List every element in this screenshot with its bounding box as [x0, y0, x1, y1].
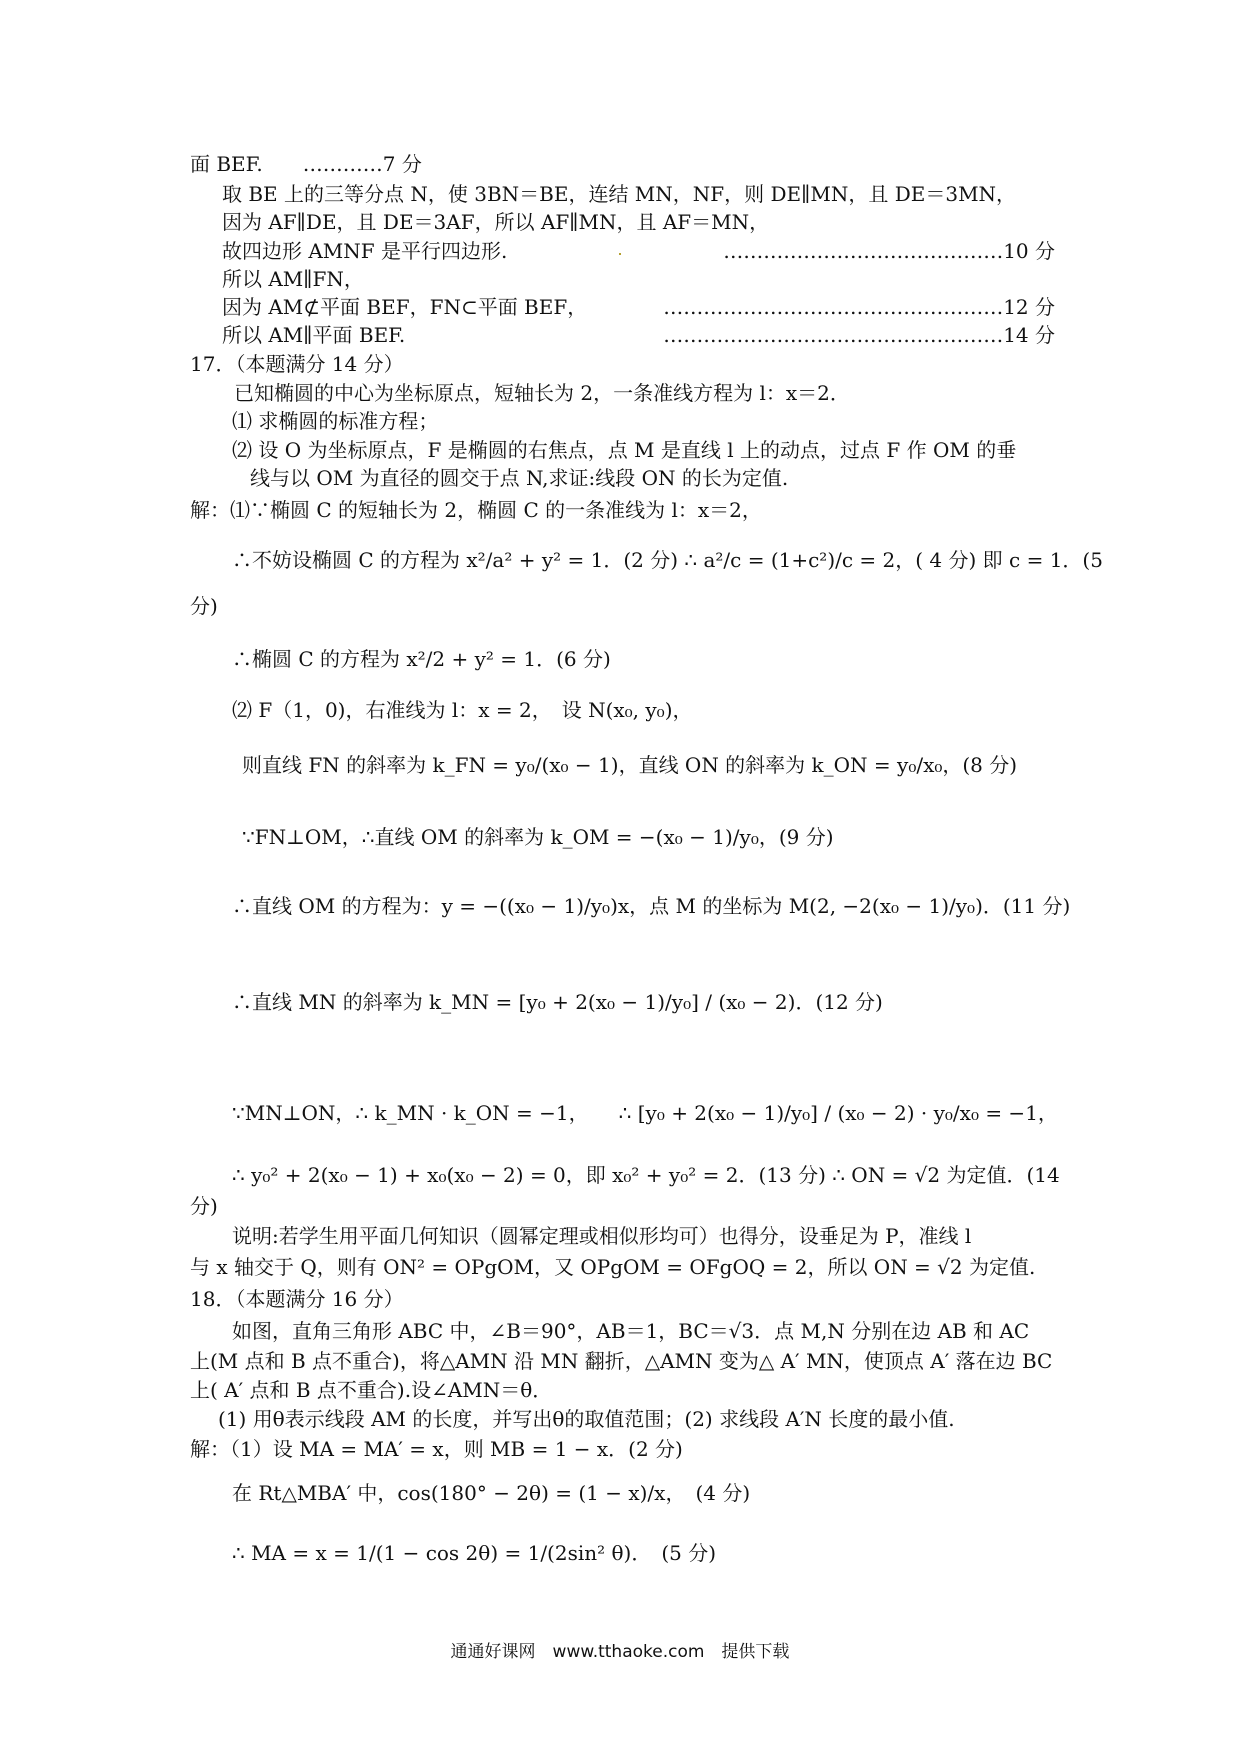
- note-line: 说明:若学生用平面几何知识（圆幂定理或相似形均可）也得分，设垂足为 P，准线 l: [232, 1224, 972, 1248]
- formula-line: ∴直线 OM 的方程为：y = −((x₀ − 1)/y₀)x，点 M 的坐标为 M(2, −2(x₀ − 1)/y₀)．(11 分): [232, 894, 1071, 918]
- text-line: ⑴ 求椭圆的标准方程；: [232, 409, 439, 433]
- formula-line: ∴ MA = x = 1/(1 − cos 2θ) = 1/(2sin² θ)． (5 分): [232, 1541, 717, 1565]
- text-line: 所以 AM∥平面 BEF.: [222, 323, 406, 347]
- text-line: ⑵ 设 O 为坐标原点，F 是椭圆的右焦点，点 M 是直线 l 上的动点，过点 F 作 OM 的垂: [232, 438, 1017, 462]
- score-marker: ……………………………………………14 分: [663, 323, 1055, 347]
- page-footer: 通通好课网 www.tthaoke.com 提供下载: [450, 1642, 790, 1662]
- text-line: 线与以 OM 为直径的圆交于点 N,求证:线段 ON 的长为定值.: [250, 466, 789, 490]
- text-line: 解：⑴∵椭圆 C 的短轴长为 2，椭圆 C 的一条准线为 l：x＝2，: [190, 498, 762, 522]
- scan-speck: [619, 253, 621, 255]
- formula-line: ∴直线 MN 的斜率为 k_MN = [y₀ + 2(x₀ − 1)/y₀] / (x₀ − 2)．(12 分): [232, 990, 883, 1014]
- text-line: 已知椭圆的中心为坐标原点，短轴长为 2，一条准线方程为 l：x＝2．: [234, 381, 850, 405]
- formula-line: 则直线 FN 的斜率为 k_FN = y₀/(x₀ − 1)，直线 ON 的斜率为 k_ON = y₀/x₀，(8 分): [242, 753, 1018, 777]
- text-line: (1) 用θ表示线段 AM 的长度，并写出θ的取值范围；(2) 求线段 A′N 长度的最小值.: [218, 1407, 955, 1431]
- text-line: 因为 AF∥DE，且 DE＝3AF，所以 AF∥MN，且 AF＝MN，: [222, 210, 770, 234]
- text-line: 面 BEF. …………7 分: [190, 152, 422, 176]
- text-line: ⑵ F（1，0)，右准线为 l：x = 2， 设 N(x₀, y₀)，: [232, 698, 693, 722]
- text-line: 如图，直角三角形 ABC 中，∠B＝90°，AB＝1，BC＝√3．点 M,N 分别在边 AB 和 AC: [232, 1319, 1030, 1343]
- text-line: 分): [190, 1194, 218, 1218]
- score-marker: ……………………………………10 分: [723, 239, 1055, 263]
- text-line: 故四边形 AMNF 是平行四边形.: [222, 239, 508, 263]
- text-line: 取 BE 上的三等分点 N，使 3BN＝BE，连结 MN，NF，则 DE∥MN，且 DE＝3MN，: [222, 182, 1017, 206]
- note-line: 与 x 轴交于 Q，则有 ON² = OPgOM，又 OPgOM = OFgOQ = 2，所以 ON = √2 为定值.: [190, 1255, 1036, 1279]
- text-line: 所以 AM∥FN，: [222, 267, 364, 291]
- text-line: 上( A′ 点和 B 点不重合).设∠AMN＝θ．: [190, 1378, 553, 1402]
- formula-line: ∴ y₀² + 2(x₀ − 1) + x₀(x₀ − 2) = 0，即 x₀² + y₀² = 2．(13 分) ∴ ON = √2 为定值．(14: [232, 1163, 1060, 1187]
- score-marker: ……………………………………………12 分: [663, 295, 1055, 319]
- text-line: 上(M 点和 B 点不重合)，将△AMN 沿 MN 翻折，△AMN 变为△ A′ MN，使顶点 A′ 落在边 BC: [190, 1349, 1053, 1373]
- text-line: 因为 AM⊄平面 BEF，FN⊂平面 BEF，: [222, 295, 588, 319]
- problem-heading: 17．（本题满分 14 分）: [190, 352, 404, 376]
- text-line: 解：（1）设 MA = MA′ = x，则 MB = 1 − x．(2 分): [190, 1437, 683, 1461]
- text-line: 分): [190, 594, 218, 618]
- formula-line: ∵MN⊥ON，∴ k_MN · k_ON = −1， ∴ [y₀ + 2(x₀ − 1)/y₀] / (x₀ − 2) · y₀/x₀ = −1，: [232, 1101, 1058, 1125]
- formula-line: ∴不妨设椭圆 C 的方程为 x²/a² + y² = 1．(2 分) ∴ a²/c = (1+c²)/c = 2，( 4 分) 即 c = 1．(5: [232, 548, 1103, 572]
- formula-line: 在 Rt△MBA′ 中，cos(180° − 2θ) = (1 − x)/x， (4 分): [232, 1481, 751, 1505]
- formula-line: ∴椭圆 C 的方程为 x²/2 + y² = 1．(6 分): [232, 647, 611, 671]
- problem-heading: 18．（本题满分 16 分）: [190, 1287, 404, 1311]
- formula-line: ∵FN⊥OM，∴直线 OM 的斜率为 k_OM = −(x₀ − 1)/y₀，(9 分): [242, 825, 834, 849]
